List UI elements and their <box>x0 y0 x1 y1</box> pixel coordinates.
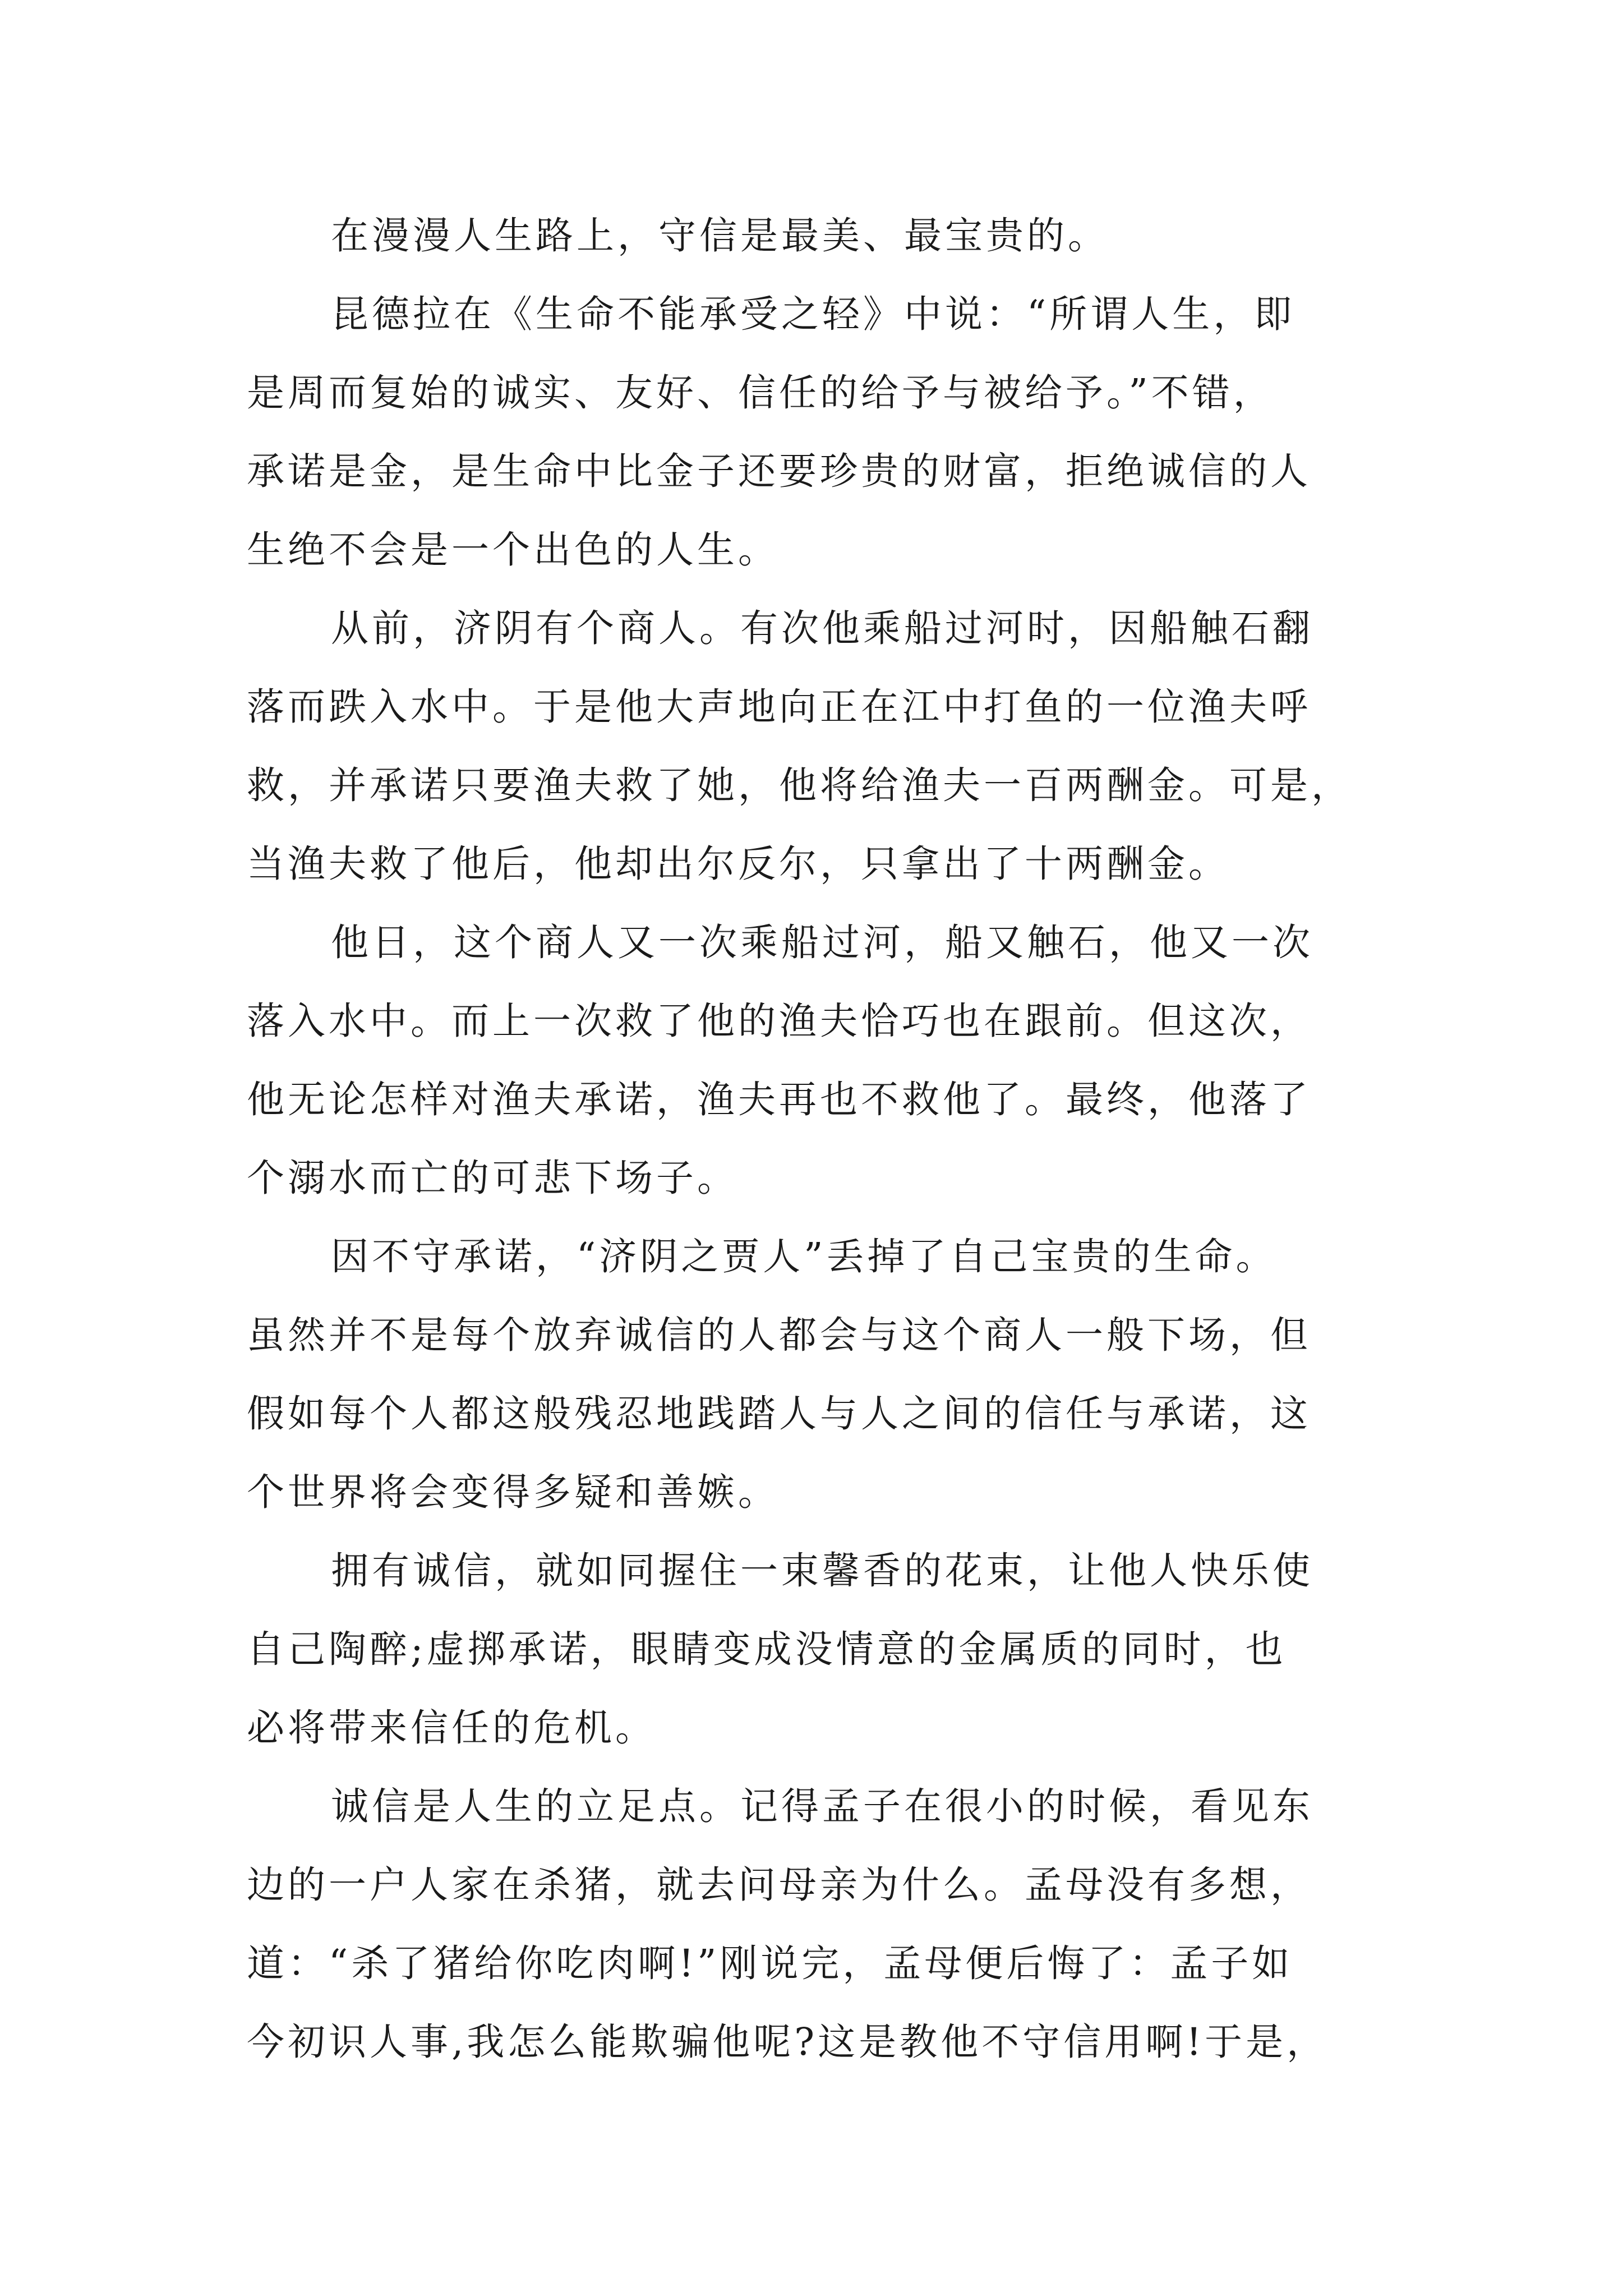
text-line: 他无论怎样对渔夫承诺，渔夫再也不救他了。最终，他落了 <box>247 1078 1311 1121</box>
text-line: 假如每个人都这般残忍地践踏人与人之间的信任与承诺，这 <box>247 1392 1311 1435</box>
paragraph <box>247 1531 1385 1767</box>
text-line: 拥有诚信，就如同握住一束馨香的花束，让他人快乐使 <box>331 1549 1313 1593</box>
text-line: 在漫漫人生路上，守信是最美、最宝贵的。 <box>331 214 1109 257</box>
text-line: 他日，这个商人又一次乘船过河，船又触石，他又一次 <box>331 921 1313 964</box>
text-line: 自己陶醉;虚掷承诺，眼睛变成没情意的金属质的同时，也 <box>247 1627 1287 1671</box>
text-line: 道：“杀了猪给你吃肉啊!”刚说完，孟母便后悔了：孟子如 <box>247 1941 1293 1985</box>
text-line: 边的一户人家在杀猪，就去问母亲为什么。孟母没有多想， <box>247 1863 1311 1907</box>
paragraph <box>247 1767 1385 2081</box>
text-line: 虽然并不是每个放弃诚信的人都会与这个商人一般下场，但 <box>247 1313 1311 1357</box>
text-line: 救，并承诺只要渔夫救了她，他将给渔夫一百两酬金。可是， <box>247 763 1352 807</box>
document-body <box>247 196 1385 2081</box>
text-line: 落入水中。而上一次救了他的渔夫恰巧也在跟前。但这次， <box>247 999 1311 1043</box>
paragraph <box>247 275 1385 589</box>
paragraph <box>247 196 1385 275</box>
text-line: 诚信是人生的立足点。记得孟子在很小的时候，看见东 <box>331 1784 1313 1828</box>
text-line: 落而跌入水中。于是他大声地向正在江中打鱼的一位渔夫呼 <box>247 685 1311 729</box>
paragraph <box>247 589 1385 903</box>
text-line: 因不守承诺，“济阴之贾人”丢掉了自己宝贵的生命。 <box>331 1235 1277 1278</box>
text-line: 个世界将会变得多疑和善嫉。 <box>247 1470 779 1514</box>
text-line: 是周而复始的诚实、友好、信任的给予与被给予。”不错， <box>247 371 1274 415</box>
paragraph <box>247 1217 1385 1531</box>
text-line: 生绝不会是一个出色的人生。 <box>247 528 779 572</box>
text-line: 昆德拉在《生命不能承受之轻》中说：“所谓人生，即 <box>331 292 1295 336</box>
text-line: 必将带来信任的危机。 <box>247 1706 656 1750</box>
paragraph <box>247 903 1385 1217</box>
text-line: 从前，济阴有个商人。有次他乘船过河时，因船触石翻 <box>331 606 1313 650</box>
text-line: 个溺水而亡的可悲下场子。 <box>247 1156 738 1200</box>
text-line: 当渔夫救了他后，他却出尔反尔，只拿出了十两酬金。 <box>247 842 1229 886</box>
text-line: 承诺是金，是生命中比金子还要珍贵的财富，拒绝诚信的人 <box>247 449 1311 493</box>
text-line: 今初识人事,我怎么能欺骗他呢?这是教他不守信用啊!于是， <box>247 2020 1328 2064</box>
